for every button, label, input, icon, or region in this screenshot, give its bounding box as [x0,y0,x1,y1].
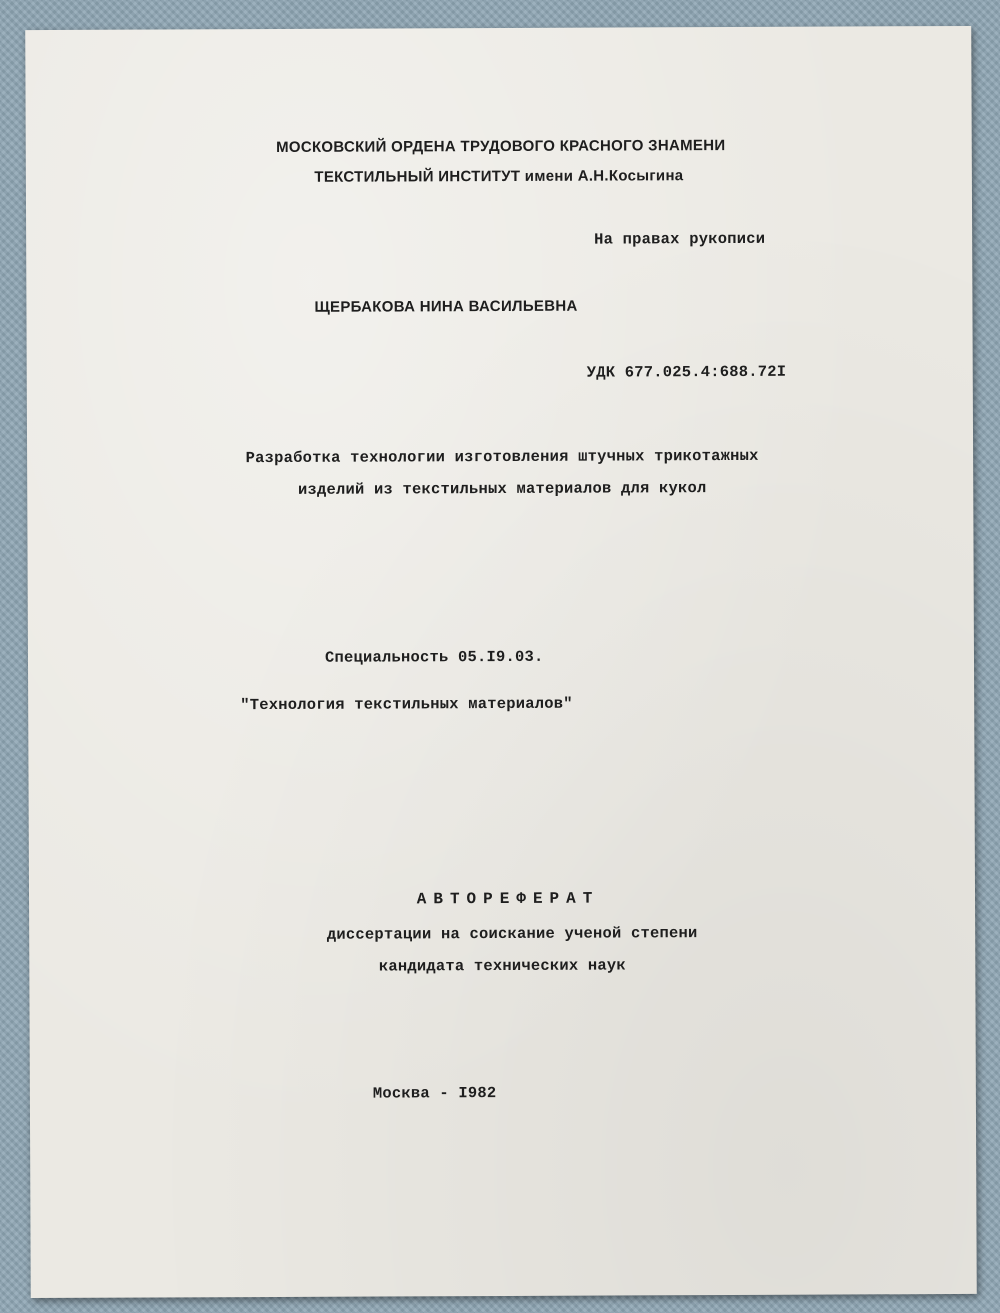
abstract-heading: АВТОРЕФЕРАТ [416,889,600,909]
institution-line-1: МОСКОВСКИЙ ОРДЕНА ТРУДОВОГО КРАСНОГО ЗНАМЕНИ [276,137,726,156]
author-name: ЩЕРБАКОВА НИНА ВАСИЛЬЕВНА [314,297,578,316]
rights-note: На правах рукописи [594,229,766,249]
title-line-1: Разработка технологии изготовления штучных трикотажных [245,446,759,468]
document-page [25,26,977,1298]
title-line-2: изделий из текстильных материалов для кукол [297,479,707,499]
specialty-name: "Технология текстильных материалов" [240,694,573,715]
place-year: Москва - I982 [372,1084,497,1103]
abstract-line-1: диссертации на соискание ученой степени [326,924,698,944]
udk-code: УДК 677.025.4:688.72I [586,362,787,382]
specialty-code: Специальность 05.I9.03. [324,647,544,667]
institution-line-2: ТЕКСТИЛЬНЫЙ ИНСТИТУТ имени А.Н.Косыгина [314,167,684,186]
abstract-line-2: кандидата технических наук [378,956,626,976]
